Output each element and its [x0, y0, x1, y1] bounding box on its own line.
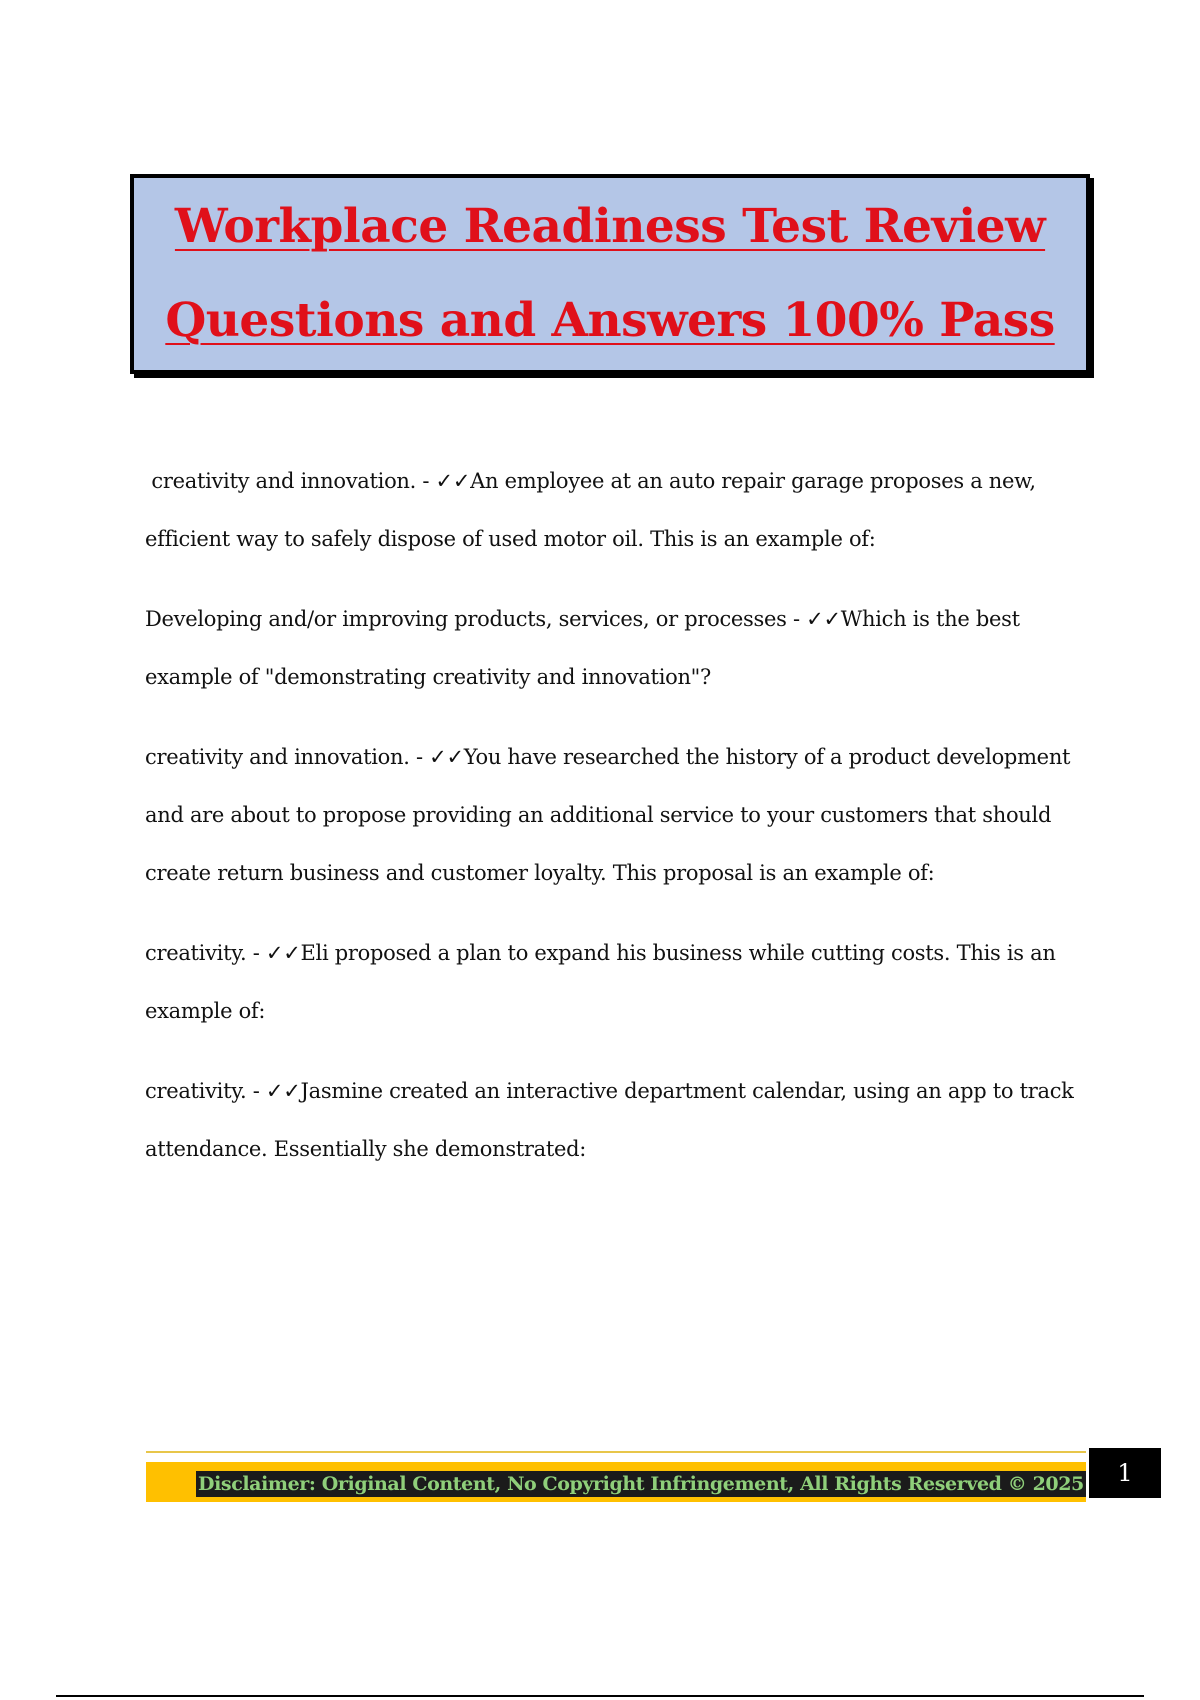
- document-title-line-2: Questions and Answers 100% Pass: [165, 293, 1055, 348]
- qa-list: [145, 452, 1095, 1200]
- page-number: 1: [1089, 1448, 1161, 1498]
- footer-disclaimer: Disclaimer: Original Content, No Copyright Infringement, All Rights Reserved © 2025: [198, 1473, 1084, 1495]
- footer-divider: [146, 1451, 1086, 1453]
- page-bottom-divider: [56, 1695, 1144, 1697]
- qa-item: creativity. - ✓✓Jasmine created an interactive department calendar, using an app to track attendance. Essentially she demonstrated:: [145, 1079, 1074, 1161]
- qa-item: Developing and/or improving products, services, or processes - ✓✓Which is the best example of "demonstrating creativity and innovation"?: [145, 607, 1020, 689]
- document-title-line-1: Workplace Readiness Test Review: [174, 199, 1046, 254]
- qa-item: creativity and innovation. - ✓✓An employee at an auto repair garage proposes a new, efficient way to safely dispose of used motor oil. This is an example of:: [145, 469, 1043, 551]
- qa-item: creativity and innovation. - ✓✓You have researched the history of a product development and are about to propose providing an additional service to your customers that should create return business and customer loyalty. This proposal is an example of:: [145, 745, 1071, 885]
- qa-item: creativity. - ✓✓Eli proposed a plan to expand his business while cutting costs. This is an example of:: [145, 941, 1056, 1023]
- title-box: [130, 174, 1090, 374]
